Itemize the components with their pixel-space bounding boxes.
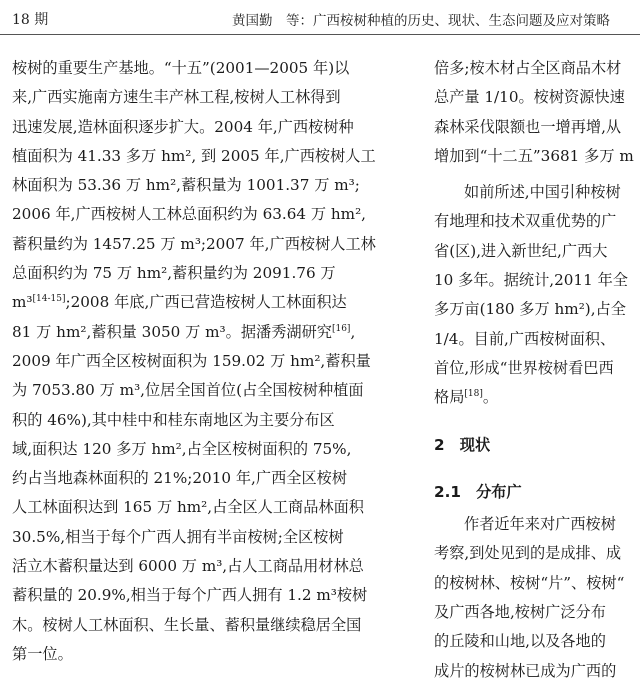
text-line xyxy=(434,113,640,142)
text-line xyxy=(12,435,409,464)
text-line xyxy=(12,464,409,493)
text-line xyxy=(12,523,409,552)
line-text: 倍多;桉木材占全区商品木材 xyxy=(434,59,622,77)
text-line xyxy=(12,142,409,171)
line-text-tail: ;2008 年底,广西已营造桉树人工林面积达 xyxy=(65,293,347,312)
line-text: 域,面积达 120 多万 hm²,占全区桉树面积的 75%, xyxy=(12,439,352,458)
text-line xyxy=(12,288,409,317)
line-text: 蓄积量的 20.9%,相当于每个广西人拥有 1.2 m³桉树 xyxy=(12,586,368,605)
text-line xyxy=(12,230,409,259)
line-text: 首位,形成“世界桉树看巴西 xyxy=(434,358,614,377)
line-text: 格局 xyxy=(434,388,465,407)
subsection-heading: 2.1 分布广 xyxy=(434,482,522,501)
line-text: 来,广西实施南方速生丰产林工程,桉树人工林得到 xyxy=(12,88,341,107)
line-text: 多万亩(180 多万 hm²),占全 xyxy=(434,300,626,319)
text-line xyxy=(12,581,409,610)
line-text: 总面积约为 75 万 hm²,蓄积量约为 2091.76 万 xyxy=(12,264,336,283)
text-line xyxy=(12,406,409,435)
text-line xyxy=(12,171,409,200)
line-text: 10 多年。据统计,2011 年全 xyxy=(434,271,628,290)
text-line xyxy=(12,54,409,83)
text-line xyxy=(12,611,409,640)
line-text: 桉树的重要生产基地。“十五”(2001—2005 年)以 xyxy=(12,59,350,77)
text-line xyxy=(12,376,409,405)
line-text: 人工林面积达到 165 万 hm²,占全区人工商品林面积 xyxy=(12,498,364,517)
line-text: 植面积为 41.33 多万 hm², 到 2005 年,广西桉树人工 xyxy=(12,146,376,165)
text-line xyxy=(434,54,640,83)
text-line xyxy=(434,142,640,171)
section-gap-2 xyxy=(434,460,640,478)
text-line xyxy=(434,627,640,656)
text-line xyxy=(434,569,640,598)
issue-number: 18 期 xyxy=(12,12,49,28)
text-line xyxy=(12,83,409,112)
running-title: 黄国勤 等：广西桉树种植的历史、现状、生态问题及应对策略 xyxy=(232,13,610,29)
line-text: 第一位。 xyxy=(12,644,73,663)
text-line xyxy=(12,640,409,669)
line-text-tail: 。 xyxy=(482,388,499,407)
line-text: 总产量 1/10。桉树资源快速 xyxy=(434,88,625,107)
text-line xyxy=(434,325,640,354)
line-text: 森林采伐限额也一增再增,从 xyxy=(434,117,622,136)
line-text: 作者近年来对广西桉树 xyxy=(464,515,616,534)
line-text: 的丘陵和山地,以及各地的 xyxy=(434,632,606,651)
citation-ref: [14-15] xyxy=(32,294,66,305)
text-line xyxy=(434,178,640,207)
text-line xyxy=(434,83,640,112)
text-line xyxy=(434,237,640,266)
line-text: 积的 46%),其中桂中和桂东南地区为主要分布区 xyxy=(12,410,335,429)
right-paragraph-3 xyxy=(434,510,640,686)
line-text: 蓄积量约为 1457.25 万 m³;2007 年,广西桉树人工林 xyxy=(12,234,376,253)
line-text: 及广西各地,桉树广泛分布 xyxy=(434,603,606,622)
section-gap xyxy=(434,413,640,431)
line-text: 林面积为 53.36 万 hm²,蓄积量为 1001.37 万 m³; xyxy=(12,176,360,195)
text-line xyxy=(434,539,640,568)
line-text: 30.5%,相当于每个广西人拥有半亩桉树;全区桉树 xyxy=(12,527,344,546)
line-text: 为 7053.80 万 m³,位居全国首位(占全国桉树种植面 xyxy=(12,381,364,400)
right-column xyxy=(434,54,640,686)
header-rule xyxy=(0,34,640,35)
text-line xyxy=(434,383,640,412)
citation-ref: [16] xyxy=(331,323,351,334)
line-text: 81 万 hm²,蓄积量 3050 万 m³。据潘秀湖研究 xyxy=(12,322,332,341)
line-text-tail: , xyxy=(350,322,356,341)
right-paragraph-2 xyxy=(434,178,640,412)
line-text: 2009 年广西全区桉树面积为 159.02 万 hm²,蓄积量 xyxy=(12,351,371,370)
line-text: 2006 年,广西桉树人工林总面积约为 63.64 万 hm², xyxy=(12,205,366,224)
text-line xyxy=(12,259,409,288)
text-line xyxy=(434,354,640,383)
citation-ref: [18] xyxy=(464,389,483,400)
line-text: 成片的桉树林已成为广西的 xyxy=(434,661,617,680)
text-line xyxy=(434,510,640,539)
text-line xyxy=(12,493,409,522)
line-text: 省(区),进入新世纪,广西大 xyxy=(434,241,608,260)
line-text: 增加到“十二五”3681 多万 m xyxy=(434,146,634,165)
text-line xyxy=(12,113,409,142)
page-header xyxy=(0,0,640,34)
line-text: 迅速发展,造林面积逐步扩大。2004 年,广西桉树种 xyxy=(12,117,354,136)
section-heading: 2 现状 xyxy=(434,435,491,454)
line-text: 木。桉树人工林面积、生长量、蓄积量继续稳居全国 xyxy=(12,615,362,634)
line-text: 有地理和技术双重优势的广 xyxy=(434,212,617,231)
text-line xyxy=(434,657,640,686)
text-line xyxy=(434,295,640,324)
line-text: 的桉树林、桉树“片”、桉树“ xyxy=(434,573,625,592)
text-line xyxy=(434,598,640,627)
text-line xyxy=(12,552,409,581)
text-line xyxy=(12,318,409,347)
text-line xyxy=(434,207,640,236)
line-text: 约占当地森林面积的 21%;2010 年,广西全区桉树 xyxy=(12,469,348,488)
right-paragraph-1 xyxy=(434,54,640,171)
line-text: 如前所述,中国引种桉树 xyxy=(464,183,621,202)
text-line xyxy=(12,347,409,376)
text-line xyxy=(434,266,640,295)
line-text: 考察,到处见到的是成排、成 xyxy=(434,544,622,563)
line-text: 活立木蓄积量达到 6000 万 m³,占人工商品用材林总 xyxy=(12,557,364,576)
left-column xyxy=(12,54,409,669)
text-line xyxy=(12,200,409,229)
line-text: 1/4。目前,广西桉树面积、 xyxy=(434,329,616,348)
line-text: m³ xyxy=(12,293,33,312)
